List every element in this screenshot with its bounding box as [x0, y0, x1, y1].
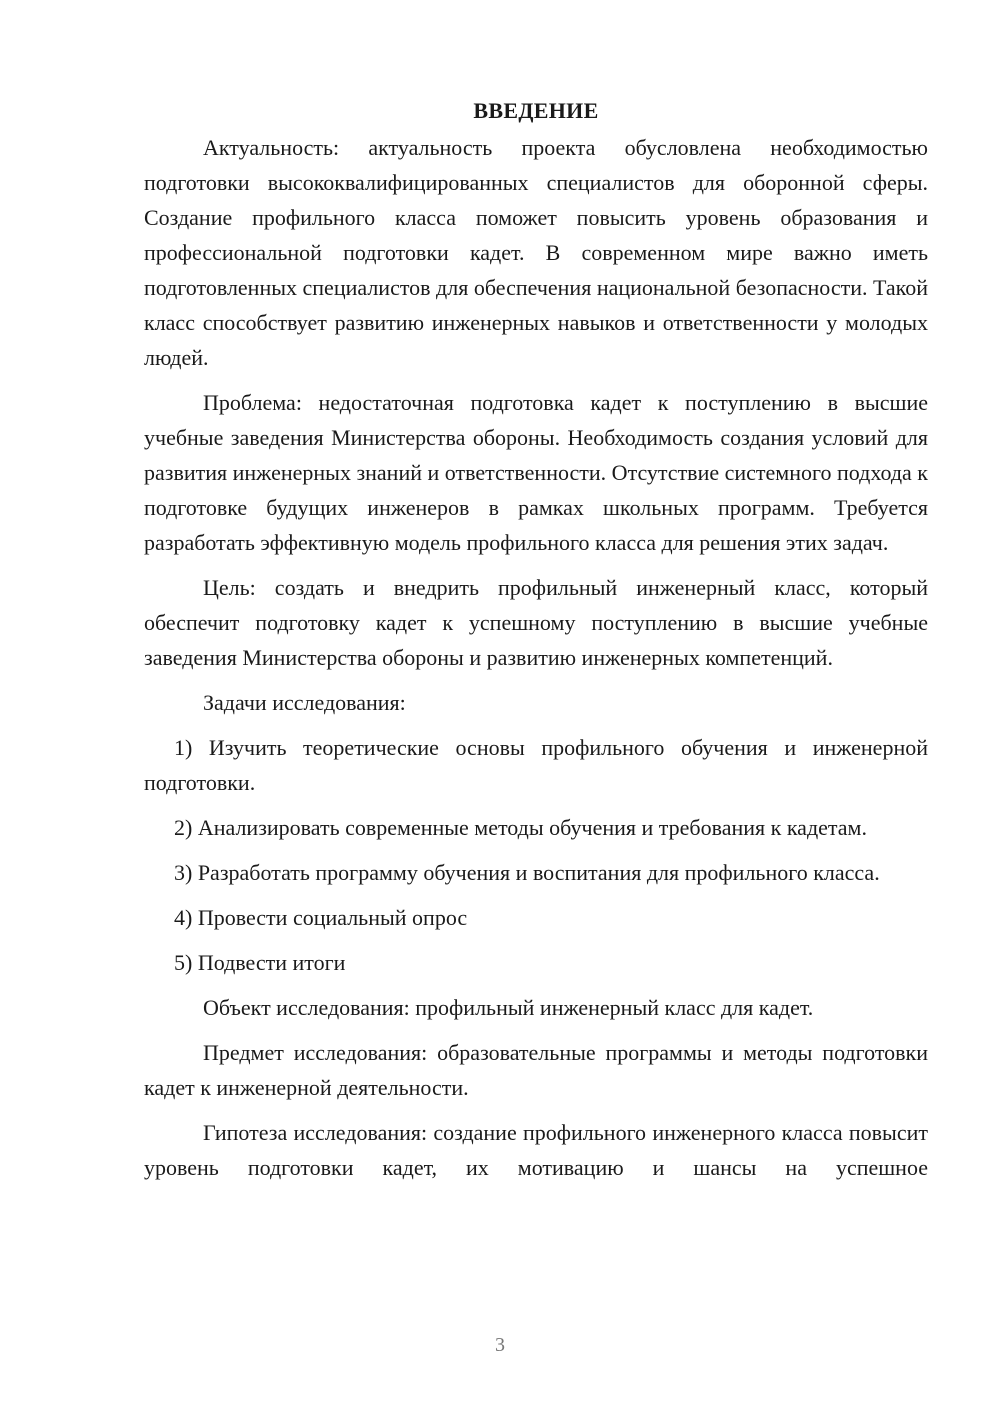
section-title: ВВЕДЕНИЕ: [473, 98, 599, 123]
document-page: [144, 96, 928, 1195]
paragraph-tasks-heading: Задачи исследования:: [203, 690, 406, 715]
task-item-1: 1) Изучить теоретические основы профильного обучения и инженерной подготовки.: [144, 735, 928, 795]
task-item-4: 4) Провести социальный опрос: [174, 905, 468, 930]
paragraph-hypothesis: Гипотеза исследования: создание профильного инженерного класса повысит уровень подготовки кадет, их мотивацию и шансы на успешное: [144, 1120, 928, 1180]
paragraph-problem: Проблема: недостаточная подготовка кадет к поступлению в высшие учебные заведения Министерства обороны. Необходимость создания условий для развития инженерных знаний и ответственности. Отсутствие системного подхода к подготовке будущих инженеров в рамках школьных программ. Требуется разработать эффективную модель профильного класса для решения этих задач.: [144, 390, 928, 555]
task-item-5: 5) Подвести итоги: [174, 950, 346, 975]
paragraph-goal: Цель: создать и внедрить профильный инженерный класс, который обеспечит подготовку кадет к успешному поступлению в высшие учебные заведения Министерства обороны и развитию инженерных компетенций.: [144, 575, 928, 670]
page-number: 3: [495, 1334, 505, 1356]
paragraph-relevance: Актуальность: актуальность проекта обусловлена необходимостью подготовки высококвалифицированных специалистов для оборонной сферы. Создание профильного класса поможет повысить уровень образования и профессиональной подготовки кадет. В современном мире важно иметь подготовленных специалистов для обеспечения национальной безопасности. Такой класс способствует развитию инженерных навыков и ответственности у молодых людей.: [144, 135, 928, 370]
task-item-2: 2) Анализировать современные методы обучения и требования к кадетам.: [174, 815, 867, 840]
paragraph-subject: Предмет исследования: образовательные программы и методы подготовки кадет к инженерной деятельности.: [144, 1040, 928, 1100]
paragraph-object: Объект исследования: профильный инженерный класс для кадет.: [203, 995, 814, 1020]
task-item-3: 3) Разработать программу обучения и воспитания для профильного класса.: [174, 860, 880, 885]
